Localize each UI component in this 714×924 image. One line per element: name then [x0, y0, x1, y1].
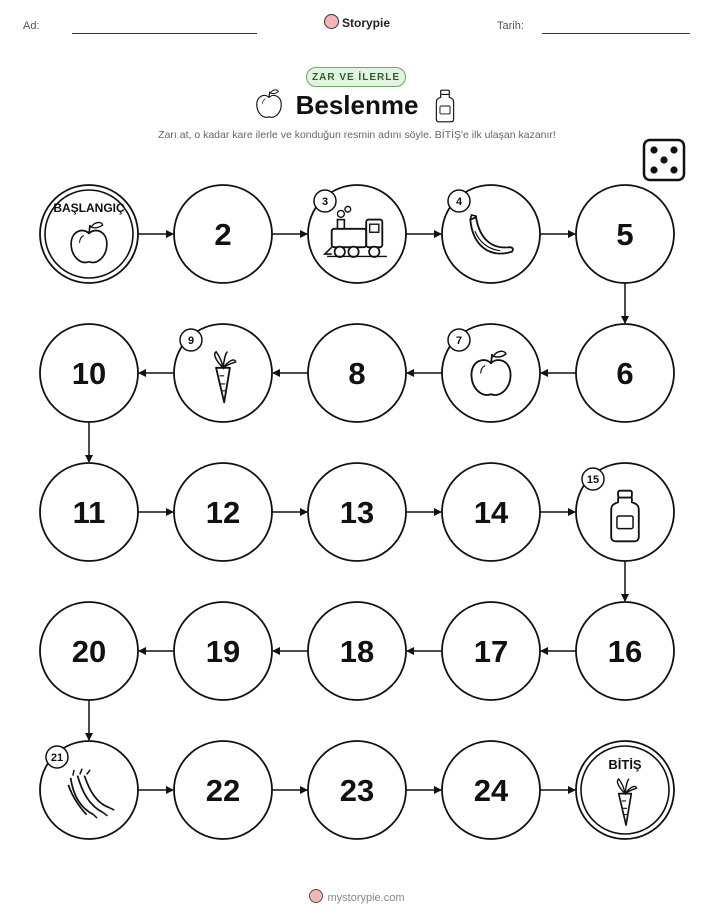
- cell-number: 18: [339, 634, 375, 669]
- footer: [0, 889, 714, 904]
- footer-url: mystorypie.com: [327, 892, 405, 904]
- finish-label: BİTİŞ: [608, 757, 642, 772]
- cell-number: 17: [473, 634, 509, 669]
- cell-number: 6: [616, 356, 634, 391]
- board-cell-21: [40, 741, 138, 839]
- board-cell-4: [442, 185, 540, 283]
- cell-number-badge: [448, 190, 470, 212]
- board-cell-2: [174, 185, 272, 283]
- board-cell-6: [576, 324, 674, 422]
- cell-number: 8: [348, 356, 366, 391]
- board-cell-14: [442, 463, 540, 561]
- board-cell-9: [174, 324, 272, 422]
- cell-number: 4: [455, 196, 463, 208]
- board-cell-11: [40, 463, 138, 561]
- board-cell-18: [308, 602, 406, 700]
- dice-icon: [644, 140, 684, 180]
- board-cell-19: [174, 602, 272, 700]
- board-cell-16: [576, 602, 674, 700]
- cell-number: 24: [473, 773, 509, 808]
- title-jar-icon: [436, 90, 453, 122]
- board-cell-22: [174, 741, 272, 839]
- dice-pip: [670, 146, 677, 153]
- name-label: Ad:: [23, 20, 40, 32]
- cell-number: 13: [339, 495, 375, 530]
- storypie-logo-icon: [309, 889, 323, 903]
- cell-number: 10: [71, 356, 107, 391]
- dice-pip: [660, 156, 667, 163]
- cell-number: 23: [339, 773, 375, 808]
- cell-number-badge: [180, 329, 202, 351]
- board-cell-23: [308, 741, 406, 839]
- board-cell-25: [576, 741, 674, 839]
- board-cell-1: [40, 185, 138, 283]
- board-cell-17: [442, 602, 540, 700]
- cell-number: 3: [321, 196, 329, 208]
- cell-number: 12: [205, 495, 241, 530]
- board-cell-24: [442, 741, 540, 839]
- dice-pip: [650, 146, 657, 153]
- cell-number: 19: [205, 634, 241, 669]
- board-cell-8: [308, 324, 406, 422]
- cell-number: 20: [71, 634, 107, 669]
- cell-number-badge: [582, 468, 604, 490]
- brand-name: Storypie: [341, 16, 390, 30]
- board-cell-3: [308, 185, 406, 283]
- cell-number: 11: [72, 495, 106, 530]
- board-cell-7: [442, 324, 540, 422]
- cell-number: 7: [455, 335, 463, 347]
- board-cell-10: [40, 324, 138, 422]
- cell-number: 14: [473, 495, 509, 530]
- board-cell-5: [576, 185, 674, 283]
- cell-number: 21: [50, 752, 64, 764]
- board-cell-12: [174, 463, 272, 561]
- dice-pip: [670, 166, 677, 173]
- cell-number-badge: [448, 329, 470, 351]
- title-apple-icon: [257, 90, 281, 117]
- cell-number: 16: [607, 634, 643, 669]
- board-cell-20: [40, 602, 138, 700]
- board-cell-13: [308, 463, 406, 561]
- start-label: BAŞLANGIÇ: [53, 201, 125, 215]
- dice-pip: [650, 166, 657, 173]
- cell-number-badge: [46, 746, 68, 768]
- cell-number: 2: [214, 217, 232, 252]
- cell-number: 5: [616, 217, 634, 252]
- date-label: Tarih:: [497, 20, 524, 32]
- cell-number: 22: [205, 773, 241, 808]
- page-title: Beslenme: [295, 90, 419, 120]
- board-cell-15: [576, 463, 674, 561]
- game-badge: ZAR VE İLERLE: [306, 67, 406, 87]
- cell-number: 9: [187, 335, 195, 347]
- instructions: Zarı at, o kadar kare ilerle ve konduğun resmin adını söyle. BİTİŞ'e ilk ulaşan kazanır!: [158, 129, 556, 141]
- cell-number: 15: [586, 474, 600, 486]
- cell-number-badge: [314, 190, 336, 212]
